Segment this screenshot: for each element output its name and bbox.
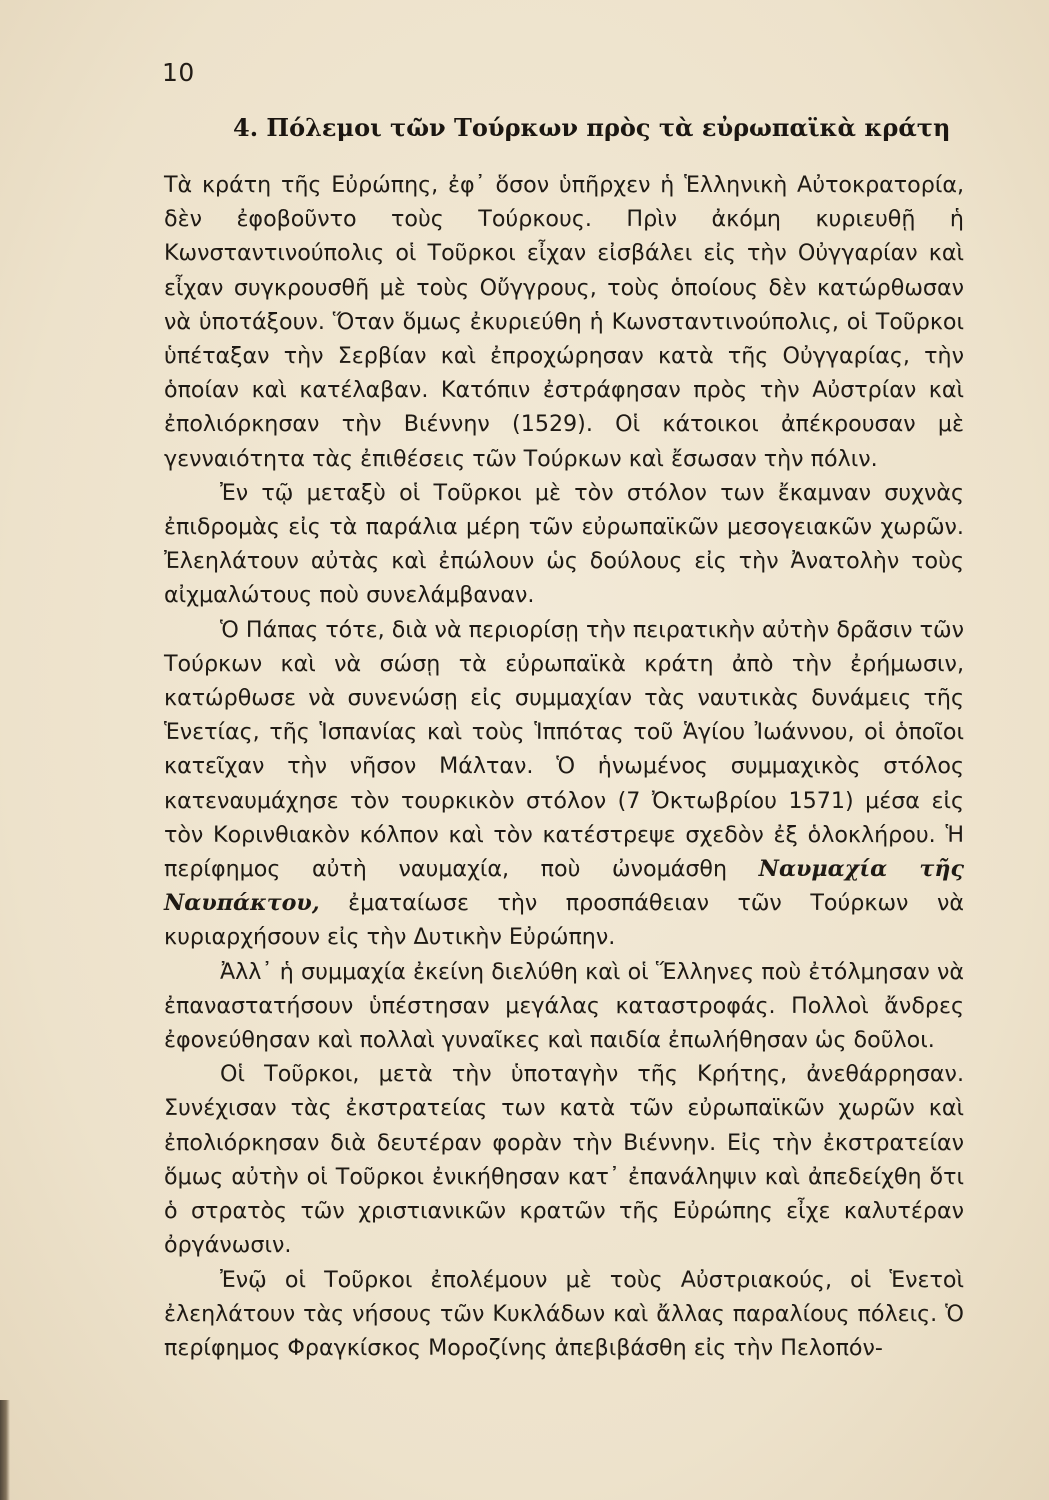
emphasized-term: Ναυμαχία τῆς Ναυπάκτου, (164, 856, 964, 917)
paragraph: Ἐν τῷ μεταξὺ οἱ Τοῦρκοι μὲ τὸν στόλον των ἔκαμναν συχνὰς ἐπιδρομὰς εἰς τὰ παράλια μέρη τῶν εὐρωπαϊκῶν μεσογειακῶν χωρῶν. Ἐλεηλάτουν αὐτὰς καὶ ἐπώλουν ὡς δούλους εἰς τὴν Ἀνατολὴν τοὺς αἰχμαλώτους ποὺ συνελάμβαναν. (164, 479, 964, 609)
section-heading: 4. Πόλεμοι τῶν Τούρκων πρὸς τὰ εὐρωπαϊκὰ κράτη (233, 113, 951, 142)
paragraph-text: ἐματαίωσε τὴν προσπάθειαν τῶν Τούρκων νὰ κυριαρχήσουν εἰς τὴν Δυτικὴν Εὐρώπην. (164, 890, 964, 951)
paragraph-text: Ὁ Πάπας τότε, διὰ νὰ περιορίσῃ τὴν πειρατικὴν αὐτὴν δρᾶσιν τῶν Τούρκων καὶ νὰ σώσῃ τὰ εὐρωπαϊκὰ κράτη ἀπὸ τὴν ἐρήμωσιν, κατώρθωσε νὰ συνενώσῃ εἰς συμμαχίαν τὰς ναυτικὰς δυνάμεις τῆς Ἑνετίας, τῆς Ἱσπανίας καὶ τοὺς Ἱππότας τοῦ Ἁγίου Ἰωάννου, οἱ ὁποῖοι κατεῖχαν τὴν νῆσον Μάλταν. Ὁ ἡνωμένος συμμαχικὸς στόλος κατεναυμάχησε τὸν τουρκικὸν στόλον (7 Ὀκτωβρίου 1571) μέσα εἰς τὸν Κορινθιακὸν κόλπον καὶ τὸν κατέστρεψε σχεδὸν ἐξ ὁλοκλήρου. Ἡ περίφημος αὐτὴ ναυμαχία, ποὺ ὠνομάσθη (164, 616, 964, 883)
paragraph (164, 613, 964, 955)
binding-edge-shadow (0, 1400, 10, 1500)
paragraph: Τὰ κράτη τῆς Εὐρώπης, ἐφ᾽ ὅσον ὑπῆρχεν ἡ Ἑλληνικὴ Αὐτοκρατορία, δὲν ἐφοβοῦντο τοὺς Τούρκους. Πρὶν ἀκόμη κυριευθῇ ἡ Κωνσταντινούπολις οἱ Τοῦρκοι εἶχαν εἰσβάλει εἰς τὴν Οὐγγαρίαν καὶ εἶχαν συγκρουσθῆ μὲ τοὺς Οὔγγρους, τοὺς ὁποίους δὲν κατώρθωσαν νὰ ὑποτάξουν. Ὅταν ὅμως ἐκυριεύθη ἡ Κωνσταντινούπολις, οἱ Τοῦρκοι ὑπέταξαν τὴν Σερβίαν καὶ ἐπροχώρησαν κατὰ τῆς Οὐγγαρίας, τὴν ὁποίαν καὶ κατέλαβαν. Κατόπιν ἐστράφησαν πρὸς τὴν Αὐστρίαν καὶ ἐπολιόρκησαν τὴν Βιέννην (1529). Οἱ κάτοικοι ἀπέκρουσαν μὲ γενναιότητα τὰς ἐπιθέσεις τῶν Τούρκων καὶ ἔσωσαν τὴν πόλιν. (164, 172, 964, 472)
body-text (164, 168, 964, 1365)
paragraph: Ἀλλ᾽ ἡ συμμαχία ἐκείνη διελύθη καὶ οἱ Ἕλληνες ποὺ ἐτόλμησαν νὰ ἐπαναστατήσουν ὑπέστησαν μεγάλας καταστροφάς. Πολλοὶ ἄνδρες ἐφονεύθησαν καὶ πολλαὶ γυναῖκες καὶ παιδία ἐπωλήθησαν ὡς δοῦλοι. (164, 958, 964, 1054)
paragraph: Ἐνῷ οἱ Τοῦρκοι ἐπολέμουν μὲ τοὺς Αὐστριακούς, οἱ Ἑνετοὶ ἐλεηλάτουν τὰς νήσους τῶν Κυκλάδων καὶ ἄλλας παραλίους πόλεις. Ὁ περίφημος Φραγκίσκος Μοροζίνης ἀπεβιβάσθη εἰς τὴν Πελοπόν- (164, 1266, 964, 1361)
page-number: 10 (162, 58, 195, 87)
paragraph: Οἱ Τοῦρκοι, μετὰ τὴν ὑποταγὴν τῆς Κρήτης, ἀνεθάρρησαν. Συνέχισαν τὰς ἐκστρατείας των κατὰ τῶν εὐρωπαϊκῶν χωρῶν καὶ ἐπολιόρκησαν διὰ δευτέραν φορὰν τὴν Βιέννην. Εἰς τὴν ἐκστρατείαν ὅμως αὐτὴν οἱ Τοῦρκοι ἐνικήθησαν κατ᾽ ἐπανάληψιν καὶ ἀπεδείχθη ὅτι ὁ στρατὸς τῶν χριστιανικῶν κρατῶν τῆς Εὐρώπης εἶχε καλυτέραν ὀργάνωσιν. (164, 1061, 964, 1259)
